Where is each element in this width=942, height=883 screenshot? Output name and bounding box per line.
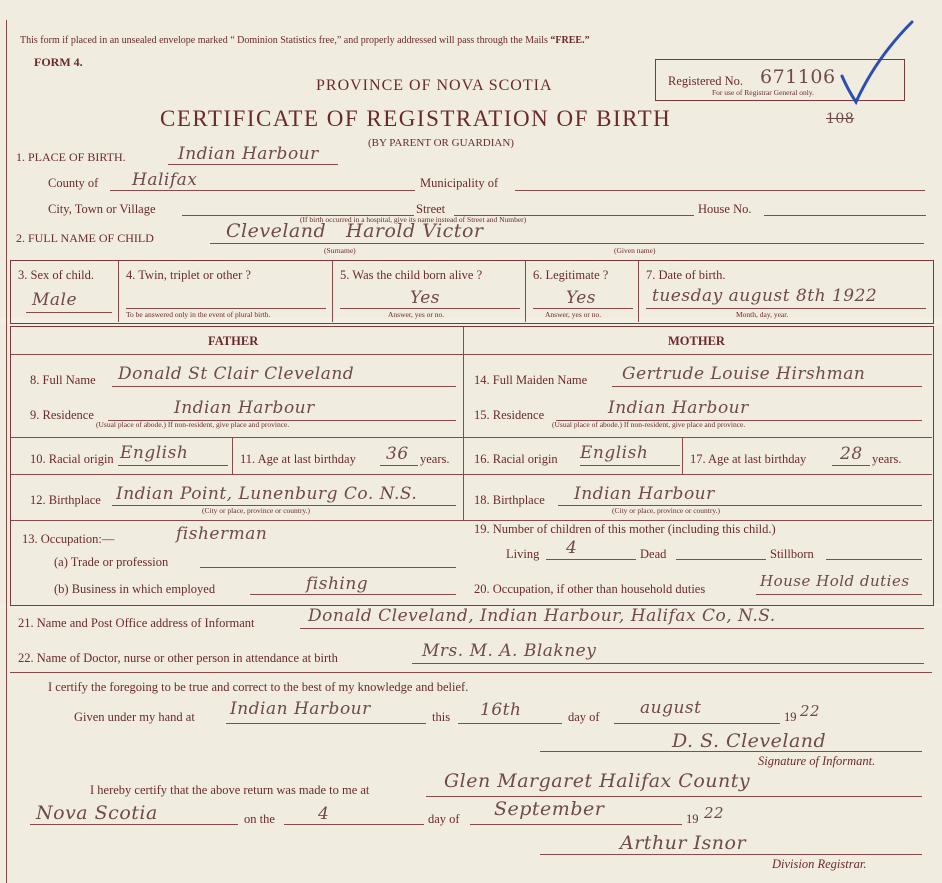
father-birthplace-label: 12. Birthplace (30, 493, 101, 507)
legitimate-label: 6. Legitimate ? (533, 268, 609, 282)
mother-occupation-label: 20. Occupation, if other than household duties (474, 582, 706, 596)
business-label: (b) Business in which employed (54, 582, 216, 596)
this-label: this (432, 710, 451, 724)
father-name: Donald St Clair Cleveland (118, 364, 355, 384)
street-label: Street (416, 202, 446, 216)
registrar-year: 22 (704, 804, 725, 822)
alive-note: Answer, yes or no. (388, 310, 445, 319)
certify-statement: I certify the foregoing to be true and correct to the best of my knowledge and belief. (48, 680, 469, 694)
mother-birthplace: Indian Harbour (574, 484, 715, 504)
dob-note: Month, day, year. (736, 310, 789, 319)
page-title: CERTIFICATE OF REGISTRATION OF BIRTH (160, 106, 672, 131)
mother-occupation: House Hold duties (760, 572, 910, 590)
living-value: 4 (566, 538, 578, 558)
trade-label: (a) Trade or profession (54, 555, 169, 569)
informant-signature-label: Signature of Informant. (758, 754, 876, 768)
check-mark-icon (836, 18, 916, 108)
registrar-statement: I hereby certify that the above return was made to me at (90, 783, 370, 797)
mother-racial: English (580, 443, 649, 463)
living-label: Living (506, 547, 540, 561)
father-racial: English (120, 443, 189, 463)
city-label: City, Town or Village (48, 202, 156, 216)
registrar-signature: Arthur Isnor (620, 832, 747, 854)
municipality-label: Municipality of (420, 176, 499, 190)
mother-residence: Indian Harbour (608, 398, 749, 418)
province-heading: PROVINCE OF NOVA SCOTIA (316, 77, 553, 94)
occupation-label: 13. Occupation:— (22, 532, 115, 546)
dob-label: 7. Date of birth. (646, 268, 726, 282)
stillborn-label: Stillborn (770, 547, 814, 561)
county-label: County of (48, 176, 99, 190)
given-name-caption: (Given name) (614, 246, 656, 255)
child-surname: Cleveland (226, 220, 327, 242)
given-year: 22 (800, 702, 821, 720)
registrar-place-2: Nova Scotia (36, 802, 158, 824)
mother-age: 28 (840, 444, 863, 464)
mother-birthplace-label: 18. Birthplace (474, 493, 545, 507)
given-place: Indian Harbour (230, 699, 371, 719)
mother-years: years. (872, 452, 902, 466)
alive-value: Yes (410, 288, 441, 308)
father-racial-label: 10. Racial origin (30, 452, 114, 466)
father-name-label: 8. Full Name (30, 373, 96, 387)
place-of-birth-label: 1. PLACE OF BIRTH. (16, 150, 126, 164)
informant-signature: D. S. Cleveland (672, 730, 827, 752)
surname-caption: (Surname) (324, 246, 356, 255)
mother-name: Gertrude Louise Hirshman (622, 364, 866, 384)
registrar-signature-label: Division Registrar. (772, 857, 867, 871)
registrar-place: Glen Margaret Halifax County (444, 770, 751, 792)
hospital-note: (If birth occurred in a hospital, give its name instead of Street and Number) (300, 215, 527, 224)
mail-note: This form if placed in an unsealed envelope marked “ Dominion Statistics free,” and properly addressed will pass through the Mails “FREE.” (20, 35, 590, 46)
house-label: House No. (698, 202, 752, 216)
informant-label: 21. Name and Post Office address of Informant (18, 616, 255, 630)
registrar-month: September (494, 798, 605, 820)
dob-value: tuesday august 8th 1922 (652, 286, 878, 306)
child-name-label: 2. FULL NAME OF CHILD (16, 231, 154, 245)
corner-number: 108 (826, 111, 855, 127)
father-years: years. (420, 452, 450, 466)
registrar-day: 4 (318, 804, 330, 824)
on-the-label: on the (244, 812, 275, 826)
legitimate-value: Yes (566, 288, 597, 308)
given-day: 16th (480, 700, 522, 720)
trade-value: fisherman (176, 524, 268, 544)
mother-residence-label: 15. Residence (474, 408, 545, 422)
alive-label: 5. Was the child born alive ? (340, 268, 483, 282)
father-residence: Indian Harbour (174, 398, 315, 418)
mother-age-label: 17. Age at last birthday (690, 452, 807, 466)
dead-label: Dead (640, 547, 667, 561)
business-value: fishing (306, 574, 369, 594)
registrar-day-of-label: day of (428, 812, 460, 826)
given-month: august (640, 698, 702, 718)
sex-value: Male (32, 290, 78, 310)
county-value: Halifax (132, 170, 198, 190)
father-age: 36 (386, 444, 409, 464)
doctor-label: 22. Name of Doctor, nurse or other person in attendance at birth (18, 651, 338, 665)
father-birthplace-note: (City or place, province or country.) (202, 506, 311, 515)
informant-value: Donald Cleveland, Indian Harbour, Halifax Co, N.S. (308, 606, 776, 626)
sex-label: 3. Sex of child. (18, 268, 95, 282)
father-heading: FATHER (208, 334, 259, 348)
father-age-label: 11. Age at last birthday (240, 452, 356, 466)
child-given-name: Harold Victor (346, 220, 484, 242)
doctor-value: Mrs. M. A. Blakney (422, 641, 597, 661)
day-of-label: day of (568, 710, 600, 724)
form-number: FORM 4. (34, 55, 83, 69)
mother-birthplace-note: (City or place, province or country.) (612, 506, 721, 515)
twin-note: To be answered only in the event of plural birth. (126, 310, 271, 319)
mother-racial-label: 16. Racial origin (474, 452, 558, 466)
father-birthplace: Indian Point, Lunenburg Co. N.S. (116, 484, 418, 504)
father-abode-note: (Usual place of abode.) If non-resident, give place and province. (96, 420, 290, 429)
year-prefix: 19 (784, 710, 797, 724)
legitimate-note: Answer, yes or no. (545, 310, 602, 319)
registered-label: Registered No. (668, 74, 743, 88)
place-of-birth-value: Indian Harbour (178, 144, 319, 164)
registrar-note: For use of Registrar General only. (712, 88, 814, 97)
page-subtitle: (BY PARENT OR GUARDIAN) (368, 137, 514, 149)
registrar-year-prefix: 19 (686, 812, 699, 826)
registered-number: 671106 (760, 66, 836, 88)
twin-label: 4. Twin, triplet or other ? (126, 268, 251, 282)
mother-heading: MOTHER (668, 334, 725, 348)
mother-abode-note: (Usual place of abode.) If non-resident, give place and province. (552, 420, 746, 429)
father-residence-label: 9. Residence (30, 408, 94, 422)
mother-name-label: 14. Full Maiden Name (474, 373, 588, 387)
children-label: 19. Number of children of this mother (including this child.) (474, 522, 776, 536)
margin-rule (6, 20, 7, 883)
given-label: Given under my hand at (74, 710, 195, 724)
